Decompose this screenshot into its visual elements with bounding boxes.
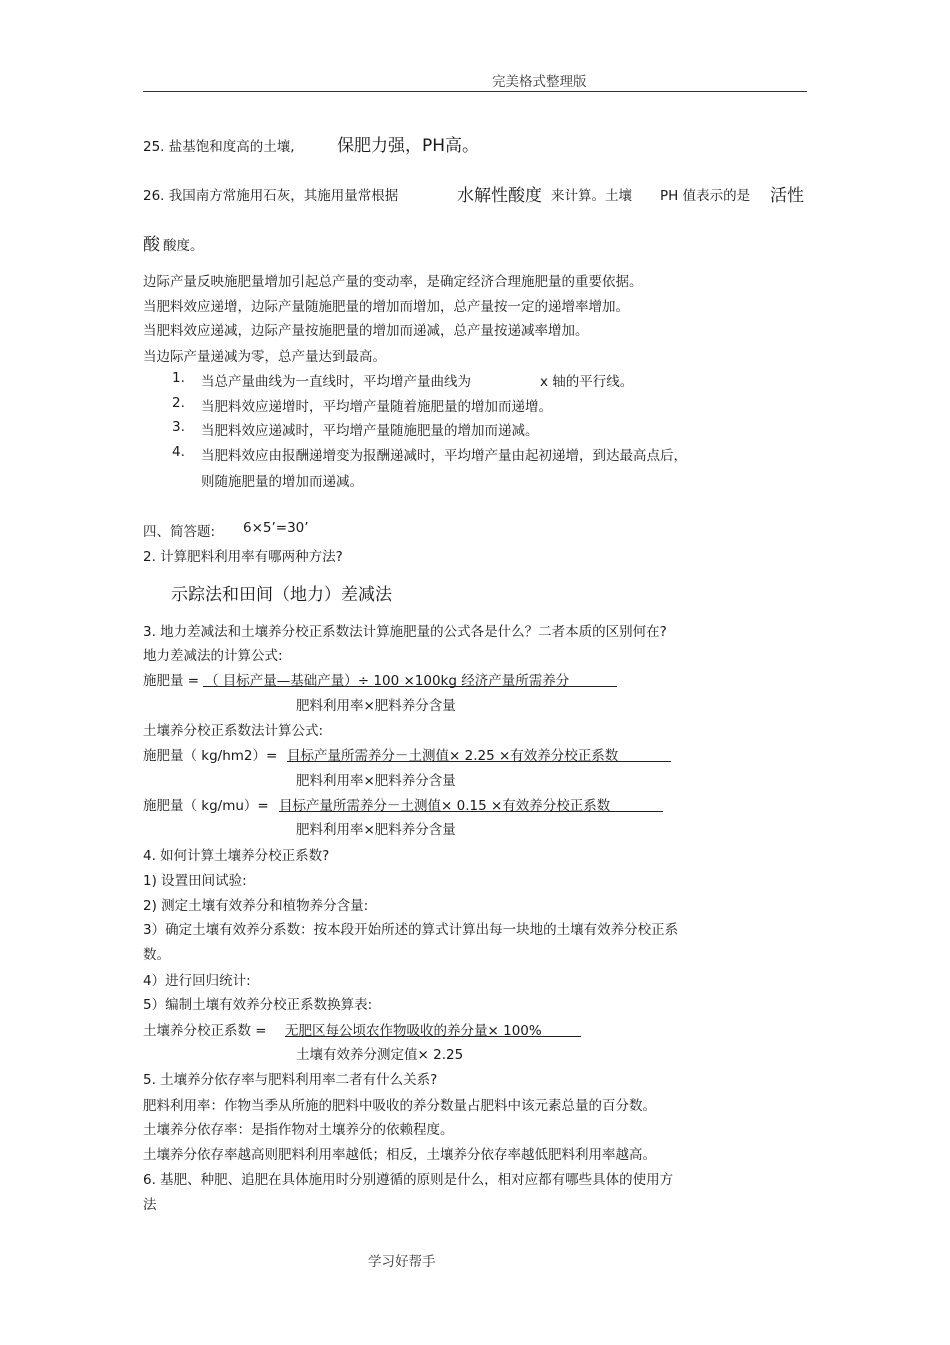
list-item-text: 当肥料效应递减时，平均增产量随施肥量的增加而递减。 [201, 423, 539, 439]
q5-line: 肥料利用率：作物当季从所施的肥料中吸收的养分数量占肥料中该元素总量的百分数。 [143, 1098, 656, 1114]
fraction-bar [203, 686, 617, 687]
q25-prefix: 25. 盐基饱和度高的土壤, [143, 139, 295, 155]
fraction-bar [287, 761, 671, 762]
question-5: 5. 土壤养分依存率与肥料利用率二者有什么关系? [143, 1072, 438, 1088]
question-2: 2. 计算肥料利用率有哪两种方法? [143, 549, 343, 565]
fraction-bar [285, 1036, 581, 1037]
marginal-line: 当肥料效应递增，边际产量随施肥量的增加而增加，总产量按一定的递增率增加。 [143, 299, 629, 315]
marginal-line: 当边际产量递减为零，总产量达到最高。 [143, 349, 386, 365]
page-header-title: 完美格式整理版 [492, 74, 587, 90]
header-divider [143, 91, 807, 92]
question-2-answer: 示踪法和田间（地力）差减法 [171, 585, 392, 605]
formula-denominator: 肥料利用率×肥料养分含量 [296, 773, 456, 789]
q4-step: 2) 测定土壤有效养分和植物养分含量: [143, 898, 369, 914]
q4-step: 3）确定土壤有效养分系数：按本段开始所述的算式计算出每一块地的土壤有效养分校正系 [143, 922, 679, 938]
q26-answer2b: 酸 [143, 235, 160, 255]
formula-lhs: 土壤养分校正系数 = [143, 1023, 267, 1039]
formula-lhs: 施肥量（ kg/mu）= [143, 798, 269, 814]
list-number: 2. [172, 395, 185, 411]
section-score: 6×5’=30’ [243, 520, 309, 536]
q4-step: 4）进行回归统计: [143, 973, 251, 989]
question-3: 3. 地力差减法和土壤养分校正系数法计算施肥量的公式各是什么？二者本质的区别何在? [143, 624, 667, 640]
formula-numerator: 目标产量所需养分－土测值× 2.25 ×有效养分校正系数 [287, 748, 619, 764]
list-number: 1. [172, 370, 185, 386]
formula-denominator: 肥料利用率×肥料养分含量 [296, 698, 456, 714]
q26-answer1: 水解性酸度 [457, 186, 542, 206]
marginal-line: 边际产量反映施肥量增加引起总产量的变动率，是确定经济合理施肥量的重要依据。 [143, 274, 643, 290]
marginal-line: 当肥料效应递减，边际产量按施肥量的增加而递减，总产量按递减率增加。 [143, 323, 589, 339]
formula-lhs: 施肥量（ kg/hm2）= [143, 748, 278, 764]
question-6-continuation: 法 [143, 1197, 157, 1213]
formula-label: 土壤养分校正系数法计算公式: [143, 723, 324, 739]
q5-line: 土壤养分依存率：是指作物对土壤养分的依赖程度。 [143, 1122, 454, 1138]
q4-step: 5）编制土壤有效养分校正系数换算表: [143, 997, 373, 1013]
list-item-text: 当肥料效应由报酬递增变为报酬递减时，平均增产量由起初递增，到达最高点后， [201, 448, 687, 464]
formula-denominator: 土壤有效养分测定值× 2.25 [296, 1047, 464, 1063]
list-item-continuation: 则随施肥量的增加而递减。 [201, 474, 363, 490]
formula-label: 地力差减法的计算公式: [143, 648, 283, 664]
q4-step: 1) 设置田间试验: [143, 873, 247, 889]
list-item-tail: x 轴的平行线。 [540, 374, 634, 390]
formula-denominator: 肥料利用率×肥料养分含量 [296, 822, 456, 838]
q26-suffix: 酸度。 [163, 238, 204, 254]
formula-numerator: （ 目标产量—基础产量）÷ 100 ×100kg 经济产量所需养分 [205, 673, 570, 689]
list-number: 3. [172, 419, 185, 435]
formula-numerator: 目标产量所需养分－土测值× 0.15 ×有效养分校正系数 [279, 798, 611, 814]
fraction-bar [279, 811, 663, 812]
list-item-text: 当肥料效应递增时，平均增产量随着施肥量的增加而递增。 [201, 399, 552, 415]
page-footer: 学习好帮手 [368, 1254, 436, 1270]
q26-mid: 来计算。土壤 [551, 188, 632, 204]
formula-numerator: 无肥区每公顷农作物吸收的养分量× 100% [285, 1023, 542, 1039]
formula-lhs: 施肥量 = [143, 673, 200, 689]
q4-step: 数。 [143, 947, 170, 963]
question-6: 6. 基肥、种肥、追肥在具体施用时分别遵循的原则是什么，相对应都有哪些具体的使用方 [143, 1172, 674, 1188]
list-item-text: 当总产量曲线为一直线时，平均增产量曲线为 [201, 374, 471, 390]
q25-answer: 保肥力强，PH高。 [337, 136, 480, 156]
list-number: 4. [172, 444, 185, 460]
q5-line: 土壤养分依存率越高则肥料利用率越低；相反，土壤养分依存率越低肥料利用率越高。 [143, 1147, 656, 1163]
q26-answer2a: 活性 [770, 186, 804, 206]
question-4: 4. 如何计算土壤养分校正系数? [143, 848, 330, 864]
q26-ph: PH 值表示的是 [660, 188, 751, 204]
q26-prefix: 26. 我国南方常施用石灰，其施用量常根据 [143, 188, 399, 204]
section-title: 四、简答题: [143, 524, 216, 540]
